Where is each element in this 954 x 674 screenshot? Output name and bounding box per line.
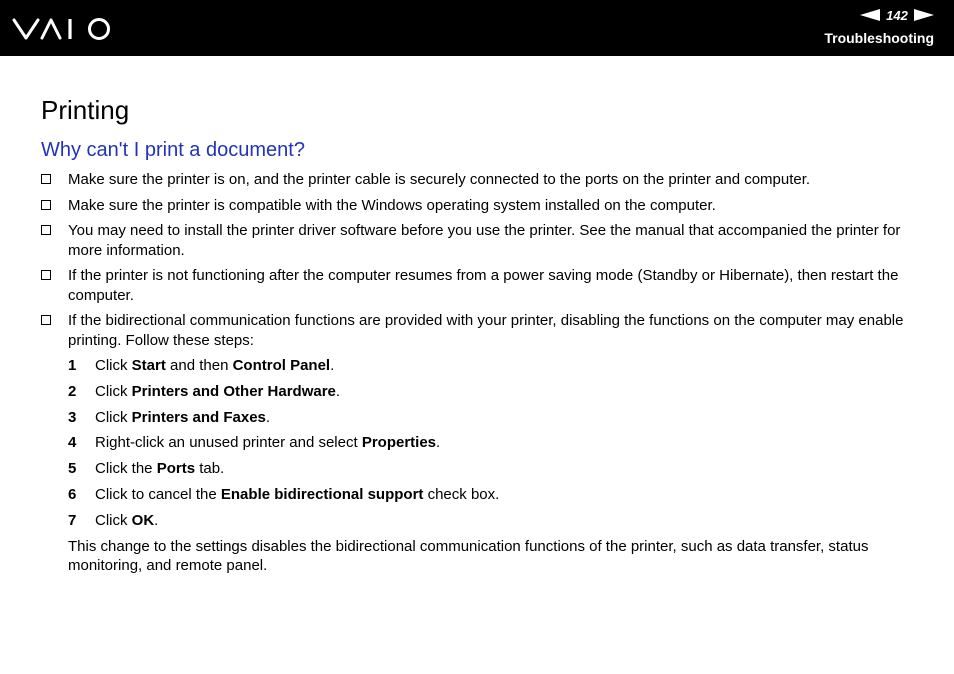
checkbox-bullet-icon bbox=[41, 270, 51, 280]
checkbox-bullet-icon bbox=[41, 315, 51, 325]
step-item: 4 Right-click an unused printer and select Properties. bbox=[68, 434, 441, 452]
step-item: 2 Click Printers and Other Hardware. bbox=[68, 382, 341, 400]
note-paragraph: This change to the settings disables the bidirectional communication functions of the printer, such as data transfer, status monitoring, and remote panel. bbox=[68, 537, 869, 575]
list-item: Make sure the printer is compatible with the Windows operating system installed on the computer. bbox=[41, 196, 921, 216]
checkbox-bullet-icon bbox=[41, 174, 51, 184]
list-item: If the bidirectional communication functions are provided with your printer, disabling the functions on the computer may enable printing. Follow these steps: 1 Click Start and then Control Panel. 2 Click Printers and Other Hardware. 3 Click Printers and Faxes. 4 Right-click an unused printer and select Properties. 5 Click the Ports tab. 6 Click to cancel the Enable bidirectional support check box. 7 Click OK. This change to the settings disables the bidirectional communication functions of the printer, such as data transfer, status monitoring, and remote panel. bbox=[41, 311, 921, 576]
step-item: 6 Click to cancel the Enable bidirectional support check box. bbox=[68, 485, 500, 503]
list-item: Make sure the printer is on, and the printer cable is securely connected to the ports on the printer and computer. bbox=[41, 170, 921, 190]
page-navigation bbox=[860, 6, 934, 24]
section-label: Troubleshooting bbox=[824, 30, 934, 46]
step-item: 3 Click Printers and Faxes. bbox=[68, 408, 271, 426]
previous-page-icon[interactable] bbox=[860, 9, 880, 21]
step-item: 7 Click OK. bbox=[68, 511, 159, 529]
checklist bbox=[41, 170, 921, 576]
question-heading: Why can't I print a document? bbox=[41, 139, 305, 161]
checkbox-bullet-icon bbox=[41, 225, 51, 235]
step-item: 1 Click Start and then Control Panel. bbox=[68, 357, 335, 374]
next-page-icon[interactable] bbox=[914, 9, 934, 21]
page-title: Printing bbox=[41, 95, 130, 125]
list-item: If the printer is not functioning after the computer resumes from a power saving mode (Standby or Hibernate), then restart the computer. bbox=[41, 266, 921, 305]
page-number: 142 bbox=[886, 7, 908, 23]
checkbox-bullet-icon bbox=[41, 200, 51, 210]
list-item: You may need to install the printer driver software before you use the printer. See the manual that accompanied the printer for more information. bbox=[41, 221, 921, 260]
vaio-logo bbox=[12, 14, 122, 44]
steps-list bbox=[68, 356, 921, 530]
page-content bbox=[41, 93, 921, 582]
page-header bbox=[0, 0, 954, 56]
step-item: 5 Click the Ports tab. bbox=[68, 460, 225, 478]
